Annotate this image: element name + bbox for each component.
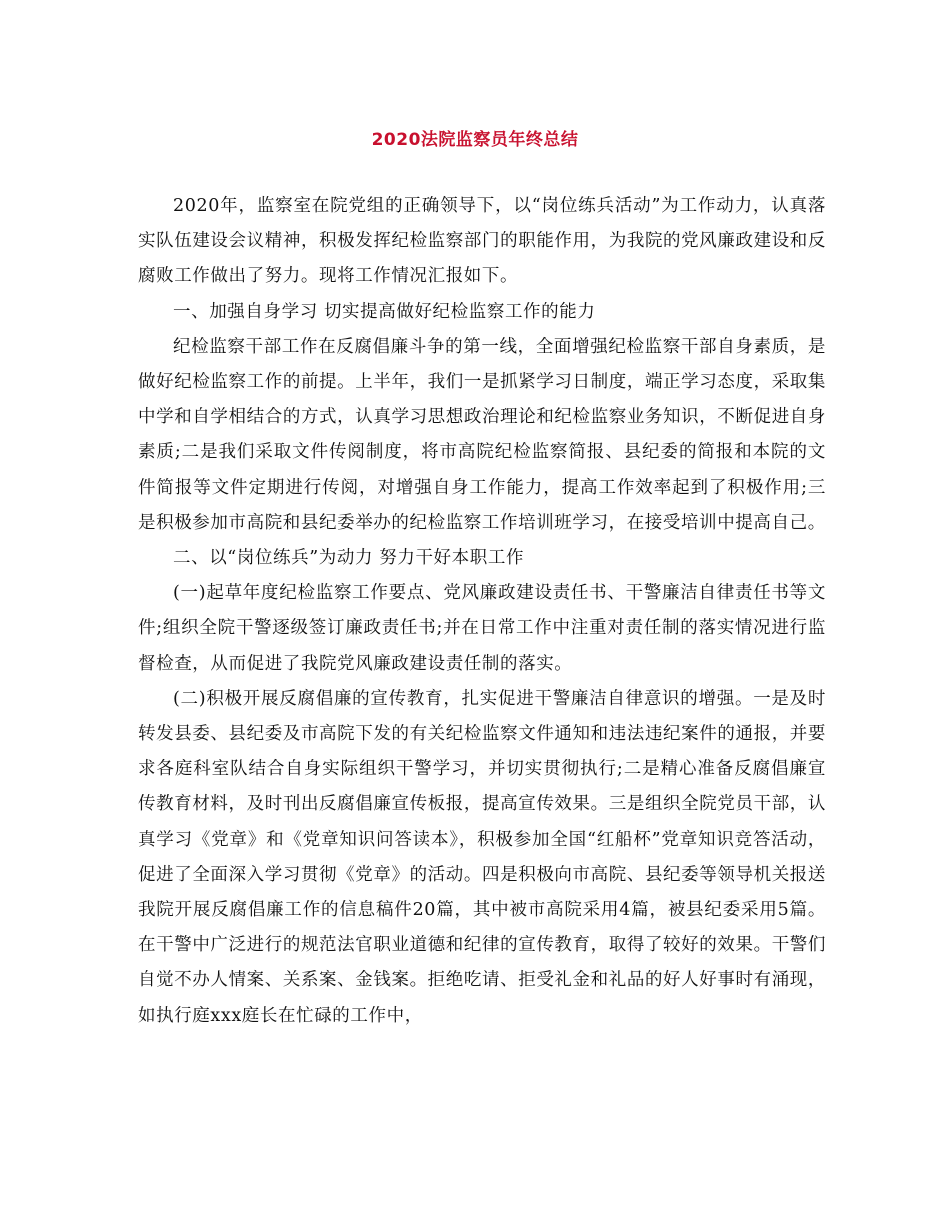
paragraph-section-1: 纪检监察干部工作在反腐倡廉斗争的第一线，全面增强纪检监察干部自身素质，是做好纪检监察工作的前提。上半年，我们一是抓紧学习日制度，端正学习态度，采取集中学和自学相结合的方式，认真学习思想政治理论和纪检监察业务知识，不断促进自身素质;二是我们采取文件传阅制度，将市高院纪检监察简报、县纪委的简报和本院的文件简报等文件定期进行传阅，对增强自身工作能力，提高工作效率起到了积极作用;三是积极参加市高院和县纪委举办的纪检监察工作培训班学习，在接受培训中提高自己。	[138, 336, 826, 533]
document-body	[138, 189, 826, 1034]
paragraph-intro: 2020年，监察室在院党组的正确领导下，以“岗位练兵活动”为工作动力，认真落实队伍建设会议精神，积极发挥纪检监察部门的职能作用，为我院的党风廉政建设和反腐败工作做出了努力。现将工作情况汇报如下。	[138, 196, 826, 287]
section-heading-2: 二、以“岗位练兵”为动力 努力干好本职工作	[173, 548, 525, 569]
paragraph-item-1: (一)起草年度纪检监察工作要点、党风廉政建设责任书、干警廉洁自律责任书等文件;组织全院干警逐级签订廉政责任书;并在日常工作中注重对责任制的落实情况进行监督检查，从而促进了我院党风廉政建设责任制的落实。	[138, 583, 826, 674]
paragraph-item-2: (二)积极开展反腐倡廉的宣传教育，扎实促进干警廉洁自律意识的增强。一是及时转发县委、县纪委及市高院下发的有关纪检监察文件通知和违法违纪案件的通报，并要求各庭科室队结合自身实际组织干警学习，并切实贯彻执行;二是精心准备反腐倡廉宣传教育材料，及时刊出反腐倡廉宣传板报，提高宣传效果。三是组织全院党员干部，认真学习《党章》和《党章知识问答读本》，积极参加全国“红船杯”党章知识竞答活动，促进了全面深入学习贯彻《党章》的活动。四是积极向市高院、县纪委等领导机关报送我院开展反腐倡廉工作的信息稿件20篇，其中被市高院采用4篇，被县纪委采用5篇。在干警中广泛进行的规范法官职业道德和纪律的宣传教育，取得了较好的效果。干警们自觉不办人情案、关系案、金钱案。拒绝吃请、拒受礼金和礼品的好人好事时有涌现，如执行庭xxx庭长在忙碌的工作中，	[138, 688, 826, 1026]
section-heading-1: 一、加强自身学习 切实提高做好纪检监察工作的能力	[173, 301, 596, 322]
document-title: 2020法院监察员年终总结	[371, 130, 579, 150]
